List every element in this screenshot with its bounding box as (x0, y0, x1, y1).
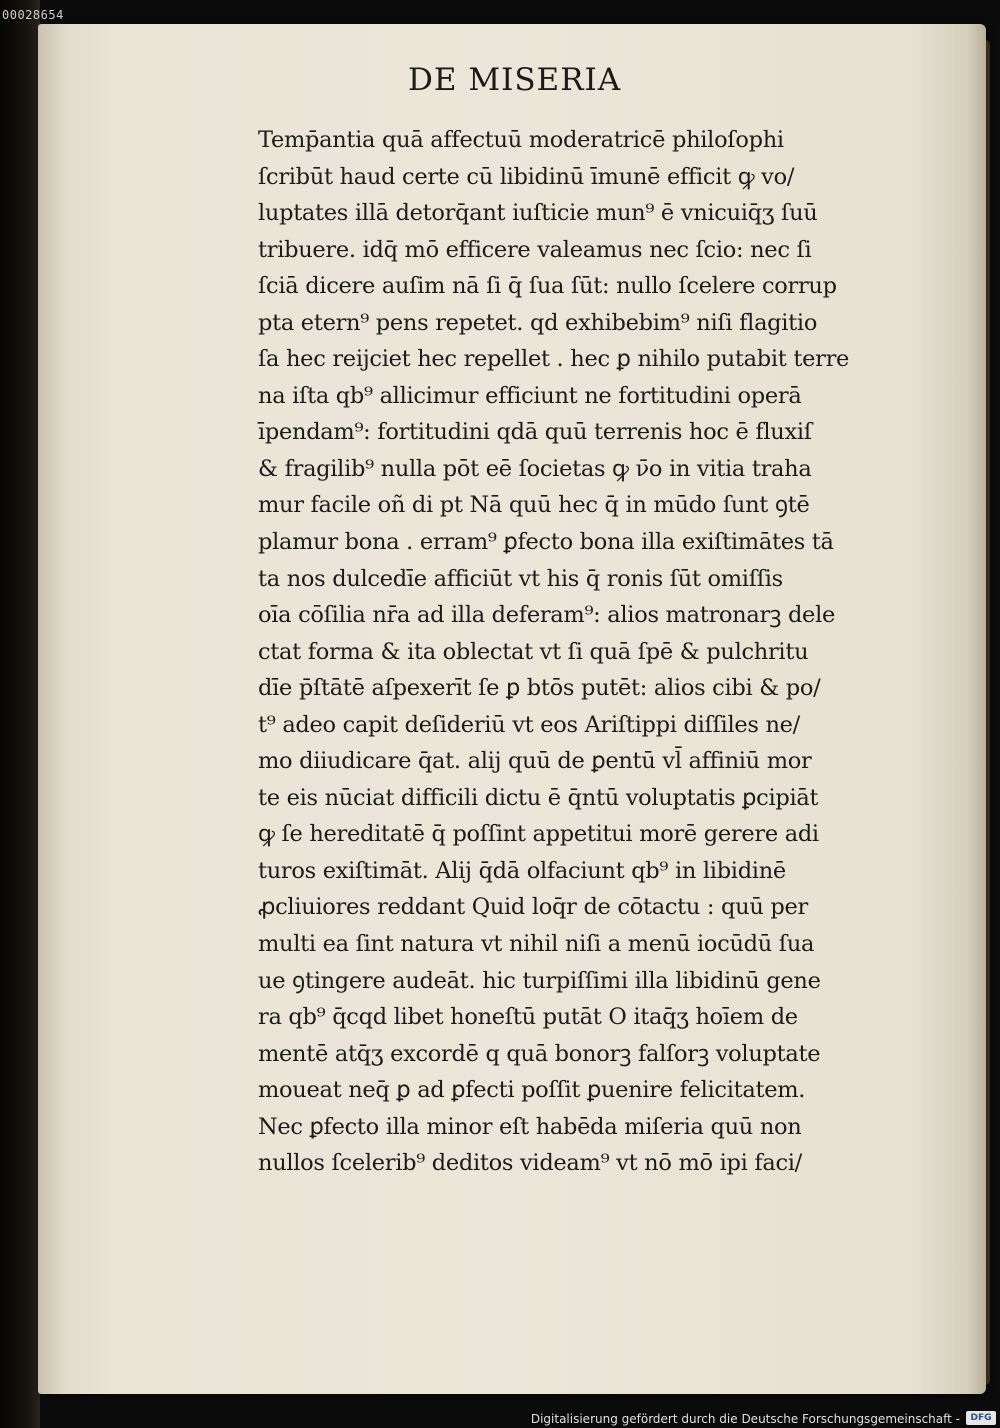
text-line: īpendam⁹: fortitudini qdā quū terrenis hoc ē fluxiſ (258, 419, 812, 446)
text-line: ſciā dicere auſim nā ſi q̄ ſua ſūt: nullo ſcelere corrup (258, 273, 837, 300)
text-line: te eis nūciat difficili dictu ē q̄ntū voluptatis ꝑcipiāt (258, 784, 819, 811)
text-line: Temp̄antia quā affectuū moderatricē philoſophi (258, 127, 784, 153)
catalog-id: 00028654 (2, 8, 64, 22)
text-line: Nec ꝑfecto illa minor eſt habēda miſeria quū non (258, 1113, 802, 1140)
text-line: turos exiſtimāt. Alij q̄dā olfaciunt qb⁹ in libidinē (258, 857, 786, 884)
text-line: ue ꝯtingere audeāt. hic turpiſſimi illa libidinū gene (258, 967, 821, 994)
text-line: ctat forma & ita oblectat vt ſi quā ſpē & pulchritu (258, 638, 809, 665)
text-line: ꝙ ſe hereditatē q̄ poſſint appetitui morē gerere adi (258, 821, 819, 848)
text-line: ra qb⁹ q̄cqd libet honeſtū putāt O itaq̄ʒ hoīem de (258, 1004, 798, 1031)
dfg-logo: DFG (966, 1411, 996, 1425)
binding-shadow (0, 0, 40, 1428)
text-line: plamur bona . erram⁹ ꝑfecto bona illa exiſtimātes tā (258, 529, 834, 556)
text-block (258, 122, 938, 1182)
text-line: ſa hec reijciet hec repellet . hec ꝑ nihilo putabit terre (258, 346, 850, 373)
funding-notice: Digitalisierung gefördert durch die Deutsche Forschungsgemeinschaft - (530, 1412, 960, 1426)
text-line: multi ea ſint natura vt nihil niſi a menū iocūdū ſua (258, 931, 815, 958)
text-line: na iſta qb⁹ allicimur efficiunt ne fortitudini operā (258, 382, 802, 409)
text-line: tribuere. idq̄ mō efficere valeamus nec ſcio: nec ſi (258, 236, 812, 263)
text-line: mur facile oñ di pt Nā quū hec q̄ in mūdo ſunt ꝯtē (258, 492, 810, 519)
text-line: ſcribūt haud certe cū libidinū īmunē efficit ꝙ vo/ (258, 163, 795, 190)
text-line: oīa cōſilia nr̄a ad illa deferam⁹: alios matronarꝫ dele (258, 602, 835, 629)
text-line: mentē atq̄ʒ excordē q quā bonorꝫ falſorꝫ voluptate (258, 1040, 821, 1067)
text-line: pta etern⁹ pens repetet. qd exhibebim⁹ niſi flagitio (258, 309, 818, 336)
text-line: mo diiudicare q̄at. alij quū de ꝑentū vl̄ affiniū mor (258, 748, 812, 775)
text-line: luptates illā detorq̄ant iuſticie mun⁹ ē vnicuiq̄ʒ ſuū (258, 200, 818, 227)
text-line: nullos ſcelerib⁹ deditos videam⁹ vt nō mō ipi faci/ (258, 1150, 802, 1177)
text-line: moueat neq̄ ꝑ ad ꝑfecti poſſit ꝑuenire felicitatem. (258, 1077, 806, 1104)
text-line: ꝓcliuiores reddant Quid loq̄r de cōtactu : quū per (258, 894, 808, 921)
text-line: t⁹ adeo capit deſideriū vt eos Ariſtippi diſſiles ne/ (258, 711, 800, 738)
running-head: DE MISERIA (408, 62, 622, 98)
text-line: ta nos dulcedīe afficiūt vt his q̄ ronis ſūt omiſſis (258, 565, 783, 592)
text-line: & fragilib⁹ nulla pōt eē ſocietas ꝙ ν̄o in vitia traha (258, 455, 812, 482)
footer (0, 1402, 1000, 1428)
text-line: dīe p̄ſtātē aſpexerīt ſe ꝑ btōs putēt: alios cibi & po/ (258, 675, 821, 702)
